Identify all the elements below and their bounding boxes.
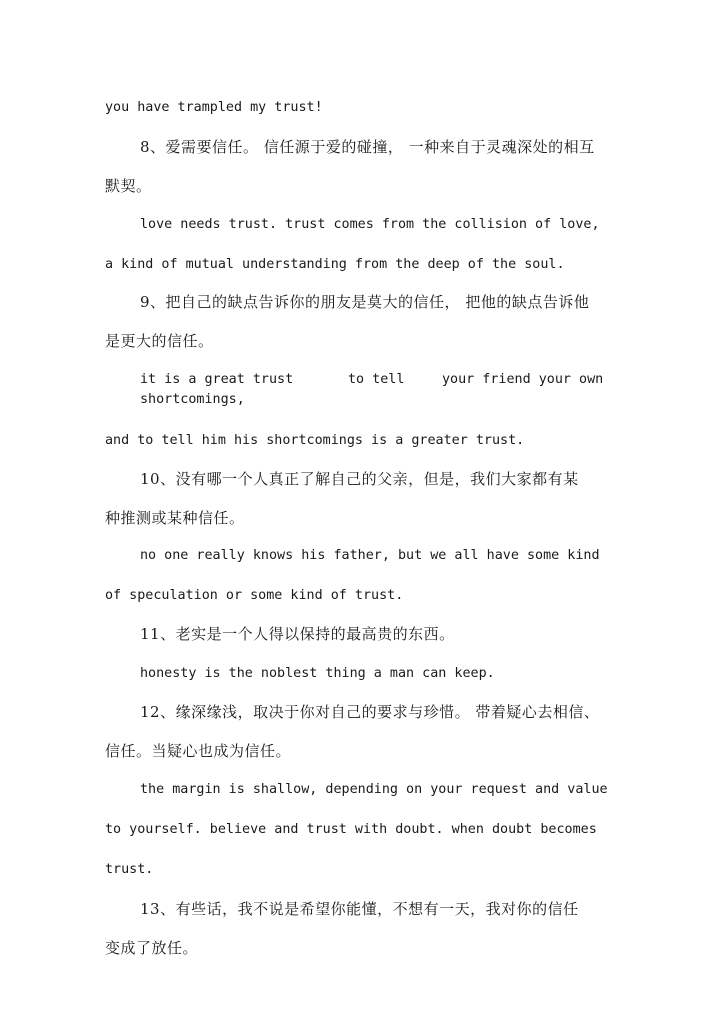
text-line: 9、把自己的缺点告诉你的朋友是莫大的信任， 把他的缺点告诉他 (140, 293, 590, 311)
text-line: 12、缘深缘浅，取决于你对自己的要求与珍惜。 带着疑心去相信、 (140, 703, 600, 721)
text-line: 变成了放任。 (105, 939, 199, 957)
text-line: no one really knows his father, but we all have some kind (140, 548, 600, 563)
text-line: the margin is shallow, depending on your request and value (140, 782, 608, 797)
text-line: a kind of mutual understanding from the deep of the soul. (105, 257, 565, 272)
text-line: 10、没有哪一个人真正了解自己的父亲，但是，我们大家都有某 (140, 470, 579, 488)
text-line: of speculation or some kind of trust. (105, 588, 404, 603)
text-line: love needs trust. trust comes from the collision of love, (140, 217, 600, 232)
text-line: shortcomings, (140, 392, 245, 407)
text-line: you have trampled my trust! (105, 100, 323, 115)
text-line: trust. (105, 862, 154, 877)
text-line: to tell (348, 372, 405, 387)
text-line: it is a great trust (140, 372, 294, 387)
text-line: 信任。当疑心也成为信任。 (105, 742, 292, 760)
text-line: and to tell him his shortcomings is a greater trust. (105, 433, 525, 448)
text-line: 8、爱需要信任。 信任源于爱的碰撞， 一种来自于灵魂深处的相互 (140, 138, 595, 156)
text-line: 11、老实是一个人得以保持的最高贵的东西。 (140, 625, 455, 643)
text-line: your friend your own (442, 372, 604, 387)
text-line: honesty is the noblest thing a man can keep. (140, 666, 495, 681)
text-line: 默契。 (105, 177, 152, 195)
text-line: to yourself. believe and trust with doubt. when doubt becomes (105, 822, 597, 837)
text-line: 13、有些话，我不说是希望你能懂，不想有一天，我对你的信任 (140, 900, 579, 918)
text-line: 是更大的信任。 (105, 332, 214, 350)
text-line: 种推测或某种信任。 (105, 509, 245, 527)
